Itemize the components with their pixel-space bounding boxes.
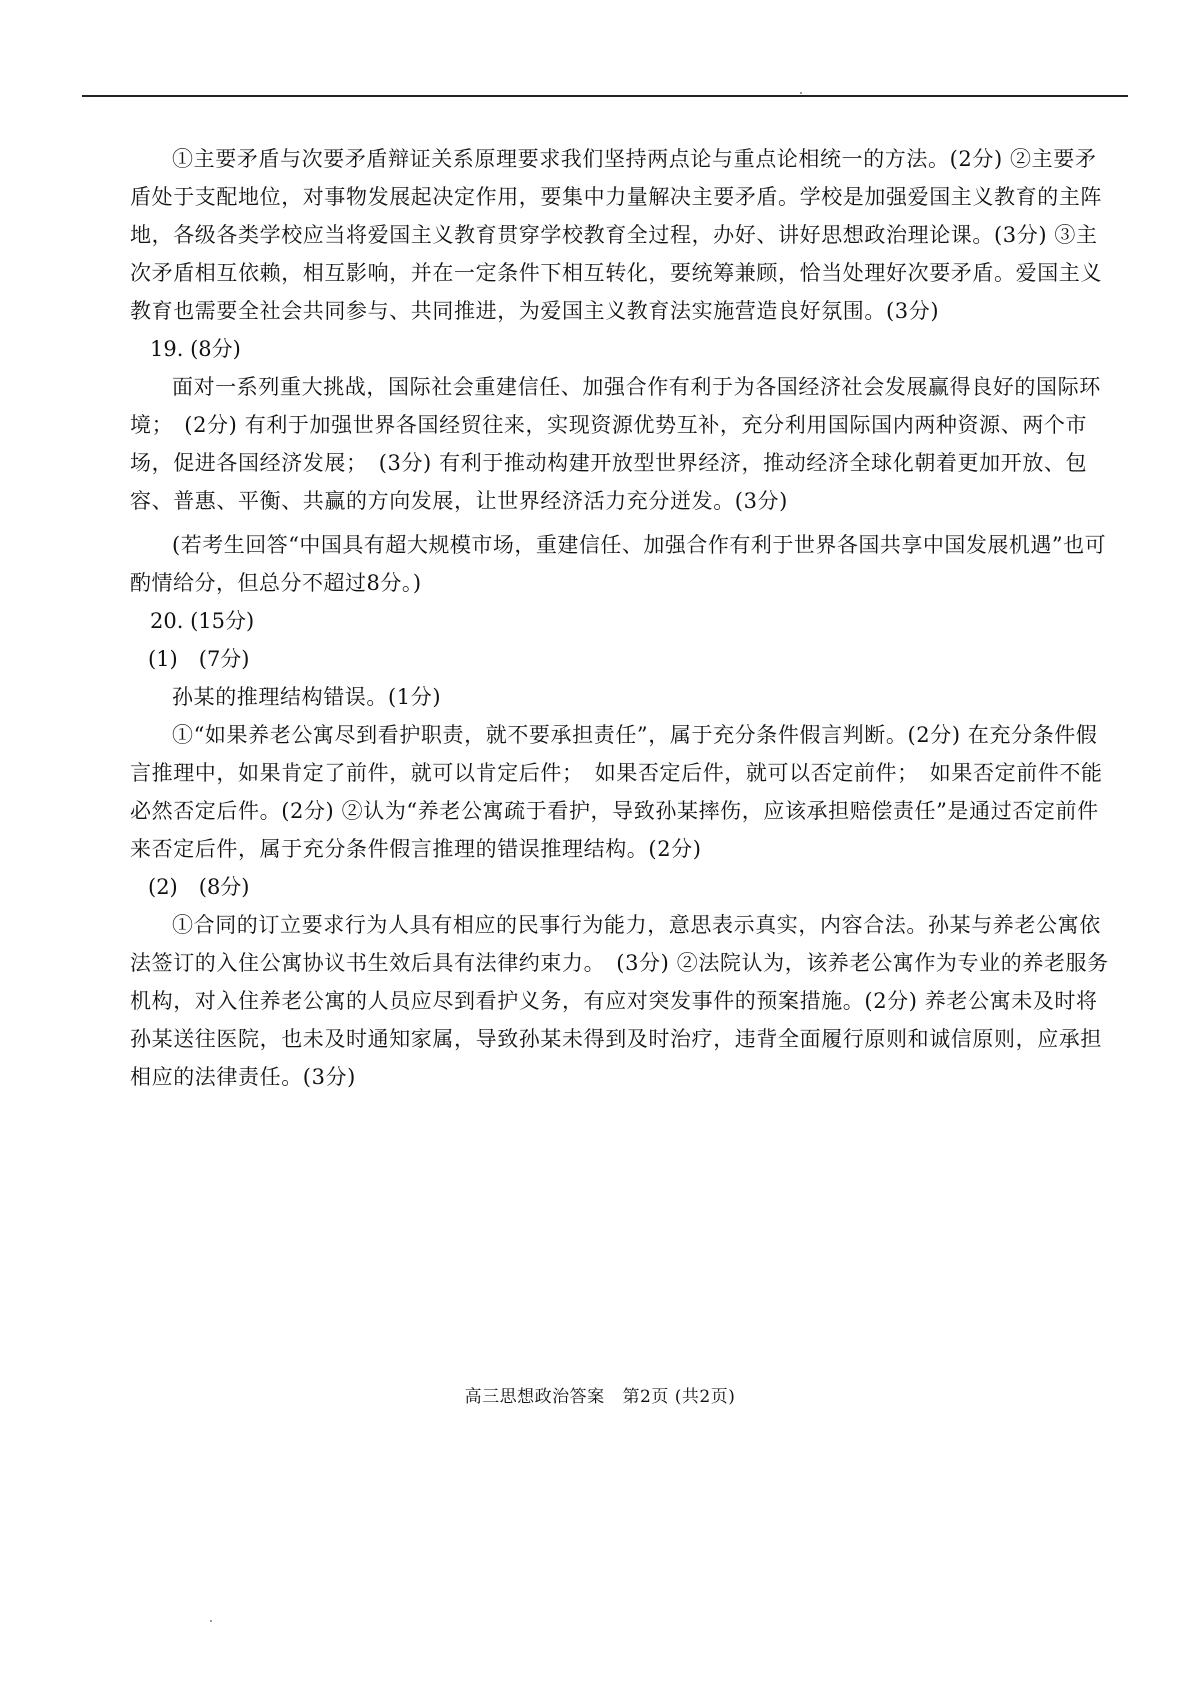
answer-19-text: 面对一系列重大挑战，国际社会重建信任、加强合作有利于为各国经济社会发展赢得良好的国际环境； (2分) 有利于加强世界各国经贸往来，实现资源优势互补，充分利用国际国内两种资源、两个市场，促进各国经济发展； (3分) 有利于推动构建开放型世界经济，推动经济全球化朝着更加开放、包容、普惠、平衡、共赢的方向发展，让世界经济活力充分迸发。(3分) [130,375,1101,513]
answer-18-text: ①主要矛盾与次要矛盾辩证关系原理要求我们坚持两点论与重点论相统一的方法。(2分) ②主要矛盾处于支配地位，对事物发展起决定作用，要集中力量解决主要矛盾。学校是加强爱国主义教育的主阵地，各级各类学校应当将爱国主义教育贯穿学校教育全过程，办好、讲好思想政治理论课。(3分) ③主次矛盾相互依赖，相互影响，并在一定条件下相互转化，要统筹兼顾，恰当处理好次要矛盾。爱国主义教育也需要全社会共同参与、共同推进，为爱国主义教育法实施营造良好氛围。(3分) [130,147,1102,323]
answer-20-2-text: ①合同的订立要求行为人具有相应的民事行为能力，意思表示真实，内容合法。孙某与养老公寓依法签订的入住公寓协议书生效后具有法律约束力。 (3分) ②法院认为，该养老公寓作为专业的养老服务机构，对入住养老公寓的人员应尽到看护义务，有应对突发事件的预案措施。(2分) 养老公寓未及时将孙某送往医院，也未及时通知家属，导致孙某未得到及时治疗，违背全面履行原则和诚信原则，应承担相应的法律责任。(3分) [130,913,1109,1089]
page-footer [0,1382,1200,1407]
question-20-part-2-heading: (2) (8分) [148,875,250,899]
answer-20-1-summary: 孙某的推理结构错误。(1分) [172,685,442,709]
question-20-heading: 20. (15分) [150,609,255,633]
answer-20-1-text: ①“如果养老公寓尽到看护职责，就不要承担责任”，属于充分条件假言判断。(2分) 在充分条件假言推理中，如果肯定了前件，就可以肯定后件； 如果否定后件，就可以否定前件； 如果否定前件不能必然否定后件。(2分) ②认为“养老公寓疏于看护，导致孙某摔伤，应该承担赔偿责任”是通过否定前件来否定后件，属于充分条件假言推理的错误推理结构。(2分) [130,723,1103,861]
footer-page-number: 第2页 (共2页) [622,1387,736,1407]
question-20-part-1-heading: (1) (7分) [148,647,250,671]
answer-19-note: (若考生回答“中国具有超大规模市场，重建信任、加强合作有利于世界各国共享中国发展机遇”也可酌情给分，但总分不超过8分。) [130,533,1107,595]
answer-content [130,140,1110,1096]
footer-subject: 高三思想政治答案 [464,1387,605,1407]
header-rule [82,95,1128,97]
footer-mark [210,1620,212,1622]
question-19-heading: 19. (8分) [150,337,241,361]
header-mark [800,92,802,94]
